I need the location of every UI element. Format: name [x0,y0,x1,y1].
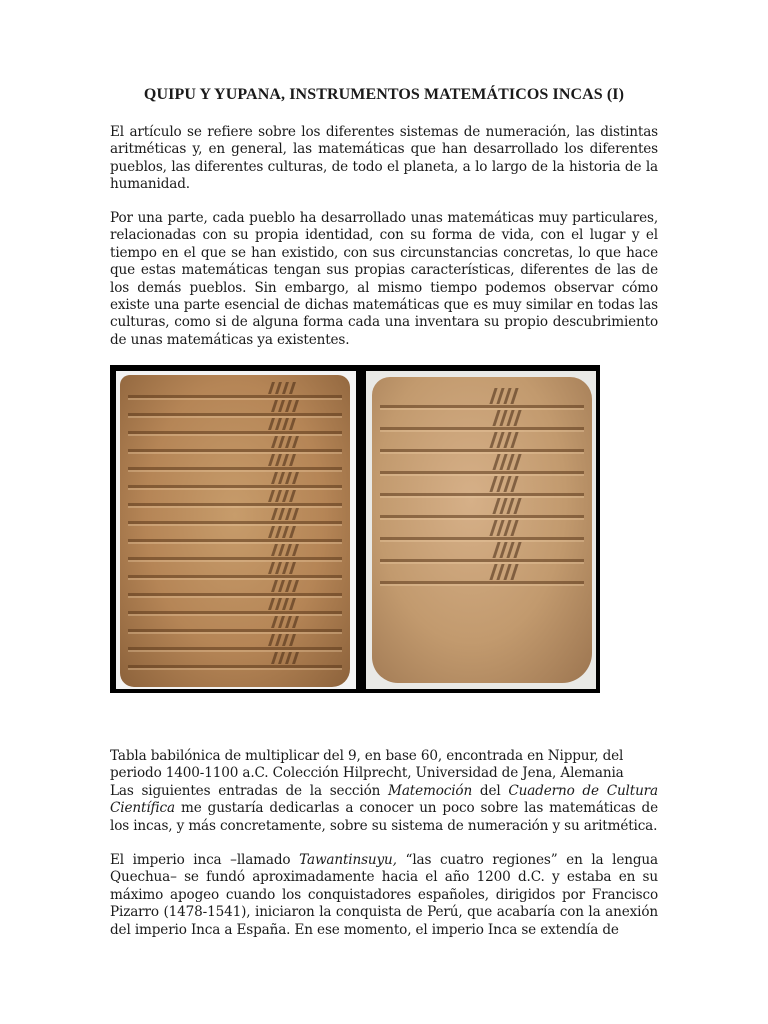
publication-name: Cuaderno de Cultura Científica [110,782,658,817]
cuneiform-wedge [275,634,282,646]
cuneiform-wedge [271,616,278,628]
tablet-ruling-line [128,467,342,470]
tablet-ruling-line [128,665,342,668]
figure-caption-line-2: periodo 1400-1100 a.C. Colección Hilprecht, Universidad de Jena, Alemania [110,765,624,782]
cuneiform-wedge [278,472,285,484]
cuneiform-wedge [278,580,285,592]
cuneiform-wedge [292,544,299,556]
cuneiform-wedge [275,418,282,430]
cuneiform-wedge [275,454,282,466]
tablet-ruling-line [128,413,342,416]
cuneiform-wedge [282,526,289,538]
cuneiform-wedge [271,652,278,664]
babylonian-tablet-photo [110,365,600,693]
tablet-ruling-line [380,559,584,562]
cuneiform-wedge [278,436,285,448]
cuneiform-wedge [285,400,292,412]
tablet-ruling-line [380,449,584,452]
cuneiform-wedge [282,382,289,394]
cuneiform-wedge [268,598,275,610]
inca-empire-paragraph [110,852,658,939]
cuneiform-wedge [278,544,285,556]
cuneiform-wedge [275,490,282,502]
cuneiform-wedge [289,454,296,466]
cuneiform-wedge [271,472,278,484]
cuneiform-wedge [268,454,275,466]
cuneiform-wedge [285,544,292,556]
cuneiform-wedge [285,580,292,592]
tablet-ruling-line [380,581,584,584]
cuneiform-wedge [285,472,292,484]
tablet-ruling-line [128,485,342,488]
cuneiform-wedge [292,400,299,412]
cuneiform-wedge [292,580,299,592]
tablet-ruling-line [128,557,342,560]
cuneiform-wedge [275,526,282,538]
cuneiform-wedge [510,388,518,404]
tablet-ruling-line [128,593,342,596]
cuneiform-wedge [278,508,285,520]
inca-text-rest: “las cuatro regiones” en la lengua Quechua– se fundó aproximadamente hacia el año 1200 d.C. y estaba en su máximo apogeo cuando los conquistadores españoles, dirigidos por Francisco Pizarro (1478-1541), iniciaron la conquista de Perú, que acabaría con la anexión del imperio Inca a España. En ese momento, el imperio Inca se extendía de [110,852,658,938]
cuneiform-wedge [268,634,275,646]
cuneiform-wedge [285,616,292,628]
cuneiform-wedge [510,520,518,536]
clay-tablet-back [372,377,592,683]
cuneiform-wedge [513,542,521,558]
cuneiform-wedge [268,526,275,538]
cuneiform-wedge [292,508,299,520]
cuneiform-wedge [289,490,296,502]
cuneiform-wedge [278,400,285,412]
cuneiform-wedge [285,436,292,448]
cuneiform-wedge [292,652,299,664]
tablet-ruling-line [380,537,584,540]
tablet-ruling-line [128,647,342,650]
cuneiform-wedge [271,436,278,448]
cuneiform-wedge [289,598,296,610]
cuneiform-wedge [268,418,275,430]
cuneiform-wedge [285,652,292,664]
cuneiform-wedge [271,400,278,412]
cuneiform-wedge [271,544,278,556]
series-text: Las siguientes entradas de la sección [110,782,389,799]
intro-paragraph: El artículo se refiere sobre los diferentes sistemas de numeración, las distintas aritméticas y, en general, las matemáticas que han desarrollado los diferentes pueblos, las diferentes culturas, de todo el planeta, a lo largo de la historia de la humanidad. [110,124,658,193]
tablet-ruling-line [128,431,342,434]
cuneiform-wedge [268,490,275,502]
tablet-ruling-line [128,629,342,632]
cuneiform-wedge [275,598,282,610]
second-paragraph: Por una parte, cada pueblo ha desarrollado unas matemáticas muy particulares, relacionadas con su propia identidad, con su forma de vida, con el lugar y el tiempo en el que se han existido, con sus circunstancias concretas, lo que hace que estas matemáticas tengan sus propias características, diferentes de las de los demás pueblos. Sin embargo, al mismo tiempo podemos observar cómo existe una parte esencial de dichas matemáticas que es muy similar en todas las culturas, como si de alguna forma cada una inventara su propio descubrimiento de unas matemáticas ya existentes. [110,210,658,348]
tablet-ruling-line [128,503,342,506]
cuneiform-wedge [289,634,296,646]
cuneiform-wedge [278,652,285,664]
tablet-ruling-line [380,471,584,474]
cuneiform-wedge [289,418,296,430]
cuneiform-wedge [282,490,289,502]
cuneiform-wedge [268,562,275,574]
tawantinsuyu-term: Tawantinsuyu, [299,852,397,868]
cuneiform-wedge [268,382,275,394]
figure-caption-line-1: Tabla babilónica de multiplicar del 9, en base 60, encontrada en Nippur, del [110,748,624,764]
document-title: QUIPU Y YUPANA, INSTRUMENTOS MATEMÁTICOS INCAS (I) [143,86,625,103]
tablet-ruling-line [128,395,342,398]
clay-tablet-front [120,375,350,687]
cuneiform-wedge [271,508,278,520]
cuneiform-wedge [289,562,296,574]
cuneiform-wedge [513,410,521,426]
tablet-ruling-line [380,515,584,518]
series-text-joiner: del [472,782,509,799]
tablet-ruling-line [380,493,584,496]
cuneiform-wedge [275,382,282,394]
tablet-ruling-line [380,405,584,408]
cuneiform-wedge [282,418,289,430]
cuneiform-wedge [289,526,296,538]
tablet-ruling-line [380,427,584,430]
cuneiform-wedge [510,432,518,448]
tablet-ruling-line [128,611,342,614]
series-text-end: me gustaría dedicarlas a conocer un poco sobre las matemáticas de los incas, y más concretamente, sobre su sistema de numeración y su aritmética. [110,800,658,834]
section-name: Matemoción [388,782,473,799]
cuneiform-wedge [282,634,289,646]
tablet-ruling-line [128,539,342,542]
cuneiform-wedge [292,472,299,484]
cuneiform-wedge [275,562,282,574]
cuneiform-wedge [513,498,521,514]
cuneiform-wedge [285,508,292,520]
tablet-ruling-line [128,521,342,524]
cuneiform-wedge [278,616,285,628]
cuneiform-wedge [292,616,299,628]
cuneiform-wedge [510,564,518,580]
cuneiform-wedge [282,598,289,610]
tablet-ruling-line [128,575,342,578]
cuneiform-wedge [282,562,289,574]
inca-text-start: El imperio inca –llamado [110,852,300,868]
cuneiform-wedge [271,580,278,592]
tablet-ruling-line [128,449,342,452]
cuneiform-wedge [513,454,521,470]
cuneiform-wedge [510,476,518,492]
cuneiform-wedge [282,454,289,466]
cuneiform-wedge [289,382,296,394]
cuneiform-wedge [292,436,299,448]
caption-and-intro-paragraph [110,748,658,835]
